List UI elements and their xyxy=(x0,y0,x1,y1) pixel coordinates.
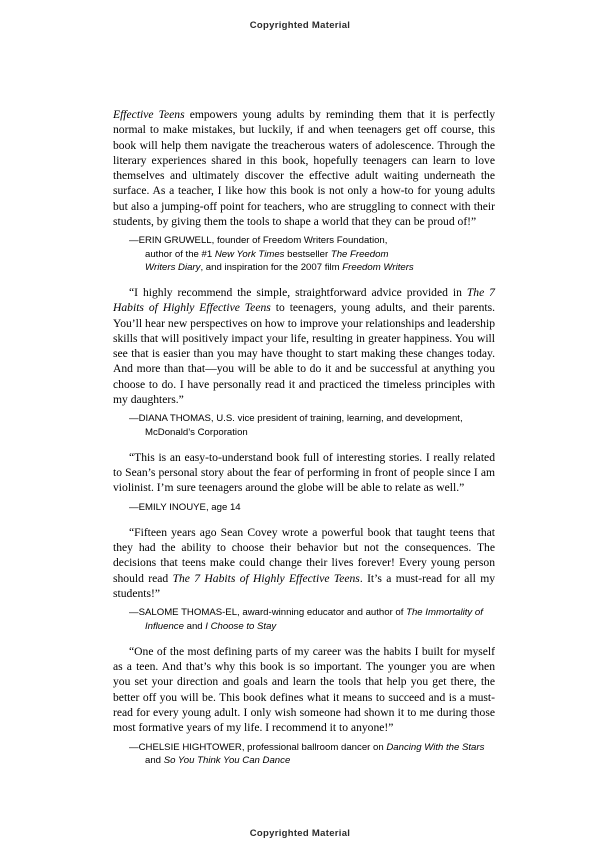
page-content xyxy=(113,96,495,767)
attribution-line-2 xyxy=(137,754,495,767)
attribution-thomas xyxy=(113,412,495,438)
attribution-inouye xyxy=(113,501,495,514)
attribution-text-2: bestseller xyxy=(284,248,331,260)
testimonial-text-gruwell: empowers young adults by reminding them that it is perfectly normal to make mistakes, but luckily, if and when teenagers get off course, this book will help them navigate the treacherous waters of adolescence. Through the literary experiences shared in this book, hopefully teenagers can learn to love themselves and ultimately discover the effective adult waiting underneath the surface. As a teacher, I like how this book is not only a how-to for young adults but also a jumping-off point for teachers, who are struggling to connect with their students, by giving them the tools to shape a world that they can be proud of!” xyxy=(113,108,495,229)
testimonial-paragraph-hightower: “One of the most defining parts of my career was the habits I built for myself as a teen. And that’s why this book is so important. The younger you are when you set your direction and goals and learn the tools that help you get there, the better off you will be. This book defines what it means to succeed and is a must-read for every young adult. I only wish someone had shown it to me during those most formative years of my life. I recommend it to anyone!” xyxy=(113,644,495,735)
book-title-italic: The 7 Habits of Highly Effective Teens xyxy=(172,571,360,585)
book-title-italic-lead: Effective Teens xyxy=(113,108,185,121)
publication-title-italic: New York Times xyxy=(214,248,285,260)
book-title-italic-cont: Writers Diary xyxy=(145,261,201,273)
testimonial-paragraph-thomas-el xyxy=(113,525,495,601)
attribution-line-1: —ERIN GRUWELL, founder of Freedom Writers Foundation, xyxy=(129,235,388,247)
watermark-top: Copyrighted Material xyxy=(249,20,351,31)
testimonial-paragraph-inouye: “This is an easy-to-understand book full of interesting stories. I really related to Sean’s personal story about the fear of performing in front of people since I am violinist. I’m sure teenagers around the globe will be able to relate as well.” xyxy=(113,450,495,495)
attribution-text-2: and xyxy=(183,620,206,632)
attribution-text-2: and xyxy=(145,754,164,766)
attribution-line-1: —DIANA THOMAS, U.S. vice president of training, learning, and development, xyxy=(129,413,463,425)
attribution-line-1 xyxy=(129,742,484,753)
attribution-line-1: —EMILY INOUYE, age 14 xyxy=(129,501,241,513)
attribution-line-2: McDonald’s Corporation xyxy=(145,426,248,438)
book-title-italic: The Immortality of xyxy=(406,607,483,619)
attribution-gruwell xyxy=(113,234,495,274)
attribution-line-2 xyxy=(137,248,495,261)
testimonial-text-a: “I highly recommend the simple, straightforward advice provided in xyxy=(129,285,467,299)
attribution-text: —CHELSIE HIGHTOWER, professional ballroom dancer on xyxy=(129,741,387,753)
attribution-line-2 xyxy=(137,620,495,633)
watermark-bottom: Copyrighted Material xyxy=(249,828,351,839)
book-title-italic: The 7 Habits of Highly Effective Teens xyxy=(113,285,495,315)
attribution-text: —SALOME THOMAS-EL, award-winning educator and author of xyxy=(129,607,407,619)
book-title-italic-cont: Influence xyxy=(145,620,184,632)
book-title-italic-2: I Choose to Stay xyxy=(205,620,277,632)
testimonial-text-b: to teenagers, young adults, and their parents. You’ll hear new perspectives on how to improve your relationships and leadership skills that will positively impact your life, resulting in greater happiness. You will see that is easier than you may have thought to start making these changes today. And more than that—you will be able to do it and be successful at anything you choose to do. I have personally read it and practiced the timeless principles with my daughters.” xyxy=(113,301,496,407)
testimonial-text-a: “Fifteen years ago Sean Covey wrote a powerful book that taught teens that they had the ability to choose their behavior but not the consequences. The decisions that teens make could change their lives forever! Every young person should read xyxy=(113,525,495,585)
attribution-line-1 xyxy=(129,607,483,618)
attribution-text-3: , and inspiration for the 2007 film xyxy=(200,261,343,273)
film-title-italic: Freedom Writers xyxy=(342,261,414,273)
attribution-text: author of the #1 xyxy=(145,248,215,260)
testimonial-text-b: . It’s a must-read for all my students!” xyxy=(113,571,496,601)
testimonial-paragraph-gruwell xyxy=(113,107,495,229)
show-title-italic: Dancing With the Stars xyxy=(386,741,485,753)
attribution-thomas-el xyxy=(113,606,495,632)
attribution-line-3 xyxy=(137,261,495,274)
attribution-hightower xyxy=(113,741,495,767)
testimonial-paragraph-thomas xyxy=(113,285,495,407)
show-title-italic-2: So You Think You Can Dance xyxy=(163,754,291,766)
book-title-italic: The Freedom xyxy=(330,248,389,260)
